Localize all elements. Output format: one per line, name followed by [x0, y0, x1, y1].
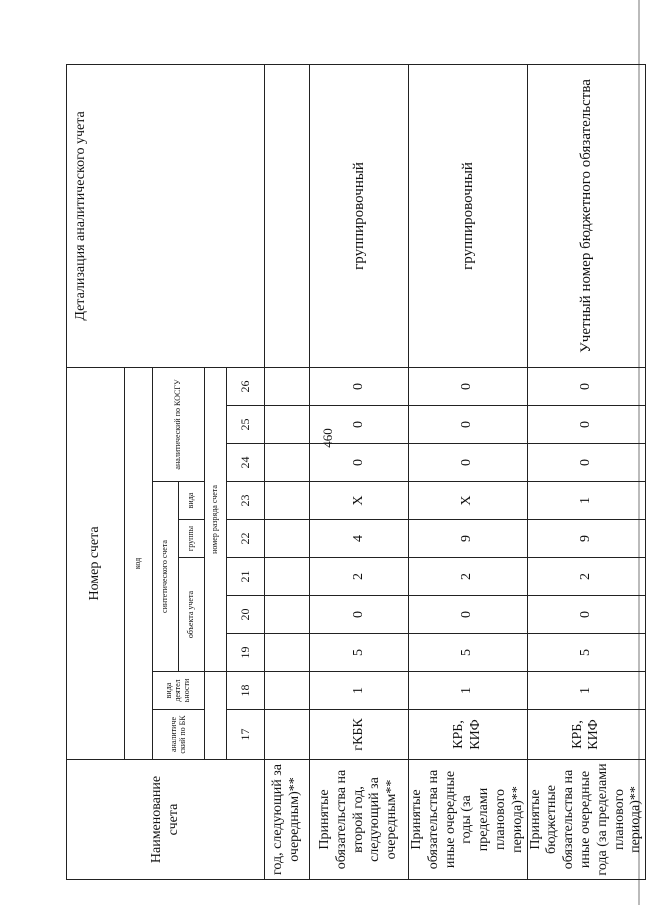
row-cell: 1	[527, 482, 646, 520]
digit-cell: 25	[227, 406, 265, 444]
row-cell	[265, 710, 310, 760]
row-cell	[265, 558, 310, 596]
header-accounting-object: объекта учета	[179, 558, 205, 672]
row-cell: 1	[310, 672, 409, 710]
row-detail: группировочный	[310, 64, 409, 367]
row-cell: 0	[527, 444, 646, 482]
row-cell: 0	[527, 406, 646, 444]
row-cell: 0	[409, 596, 528, 634]
header-code: код	[125, 367, 153, 759]
row-cell: 1	[409, 672, 528, 710]
header-activity-type: вида деятел ьности	[153, 672, 205, 710]
row-detail: группировочный	[409, 64, 528, 367]
row-cell	[265, 367, 310, 405]
table-row	[527, 64, 646, 879]
row-cell: 0	[527, 596, 646, 634]
row-cell: 0	[310, 367, 409, 405]
row-cell: 0	[310, 444, 409, 482]
row-cell: КРБ, КИФ	[527, 710, 646, 760]
row-cell	[265, 444, 310, 482]
row-cell: 9	[409, 520, 528, 558]
row-cell: X	[409, 482, 528, 520]
rotated-table-wrapper	[66, 65, 644, 880]
header-group: группы	[179, 520, 205, 558]
row-cell: 2	[527, 558, 646, 596]
row-cell: 5	[310, 634, 409, 672]
digit-cell: 24	[227, 444, 265, 482]
row-cell: 5	[409, 634, 528, 672]
row-cell	[265, 634, 310, 672]
row-cell: гКБК	[310, 710, 409, 760]
row-cell: 2	[409, 558, 528, 596]
row-cell: 9	[527, 520, 646, 558]
row-detail: Учетный номер бюджетного обязательства	[527, 64, 646, 367]
row-cell: 2	[310, 558, 409, 596]
row-cell: 0	[310, 596, 409, 634]
digit-cell: 26	[227, 367, 265, 405]
row-name: Принятые бюджетные обязательства на иные очередные года (за пределами планового периода)**	[527, 760, 646, 880]
row-cell	[265, 482, 310, 520]
header-kosgu: аналитический по КОСГУ	[153, 367, 205, 481]
digit-cell: 21	[227, 558, 265, 596]
table-row	[409, 64, 528, 879]
row-name: год, следующий за очередным)**	[265, 760, 310, 880]
header-kind: вида	[179, 482, 205, 520]
row-cell: 0	[527, 367, 646, 405]
header-analytic-detail: Детализация аналитического учета	[67, 64, 265, 367]
row-cell	[265, 406, 310, 444]
header-analytic-bk: аналитиче ский по БК	[153, 710, 205, 760]
empty-cell	[205, 672, 227, 760]
header-digit-number: номер разряда счета	[205, 367, 227, 671]
row-cell	[265, 672, 310, 710]
row-cell: 0	[409, 406, 528, 444]
table-row	[265, 64, 310, 879]
table-row	[310, 64, 409, 879]
row-cell: 0	[409, 367, 528, 405]
digit-cell: 18	[227, 672, 265, 710]
page-number: 460	[320, 428, 335, 448]
row-cell: КРБ, КИФ	[409, 710, 528, 760]
digit-cell: 23	[227, 482, 265, 520]
row-cell: 5	[527, 634, 646, 672]
row-detail	[265, 64, 310, 367]
accounts-table	[66, 64, 646, 880]
row-cell	[265, 520, 310, 558]
row-name: Принятые обязательства на иные очередные годы (за пределами планового периода)**	[409, 760, 528, 880]
digit-cell: 17	[227, 710, 265, 760]
row-cell: 0	[409, 444, 528, 482]
digit-cell: 20	[227, 596, 265, 634]
header-synthetic: синтетического счета	[153, 482, 179, 672]
row-name: Принятые обязательства на второй год, следующий за очередным**	[310, 760, 409, 880]
row-cell: 1	[527, 672, 646, 710]
row-cell: 4	[310, 520, 409, 558]
row-cell	[265, 596, 310, 634]
row-cell: 0	[310, 406, 409, 444]
digit-cell: 19	[227, 634, 265, 672]
row-cell: X	[310, 482, 409, 520]
digit-cell: 22	[227, 520, 265, 558]
header-account-number: Номер счета	[67, 367, 125, 759]
header-account-name: Наименование счета	[67, 760, 265, 880]
